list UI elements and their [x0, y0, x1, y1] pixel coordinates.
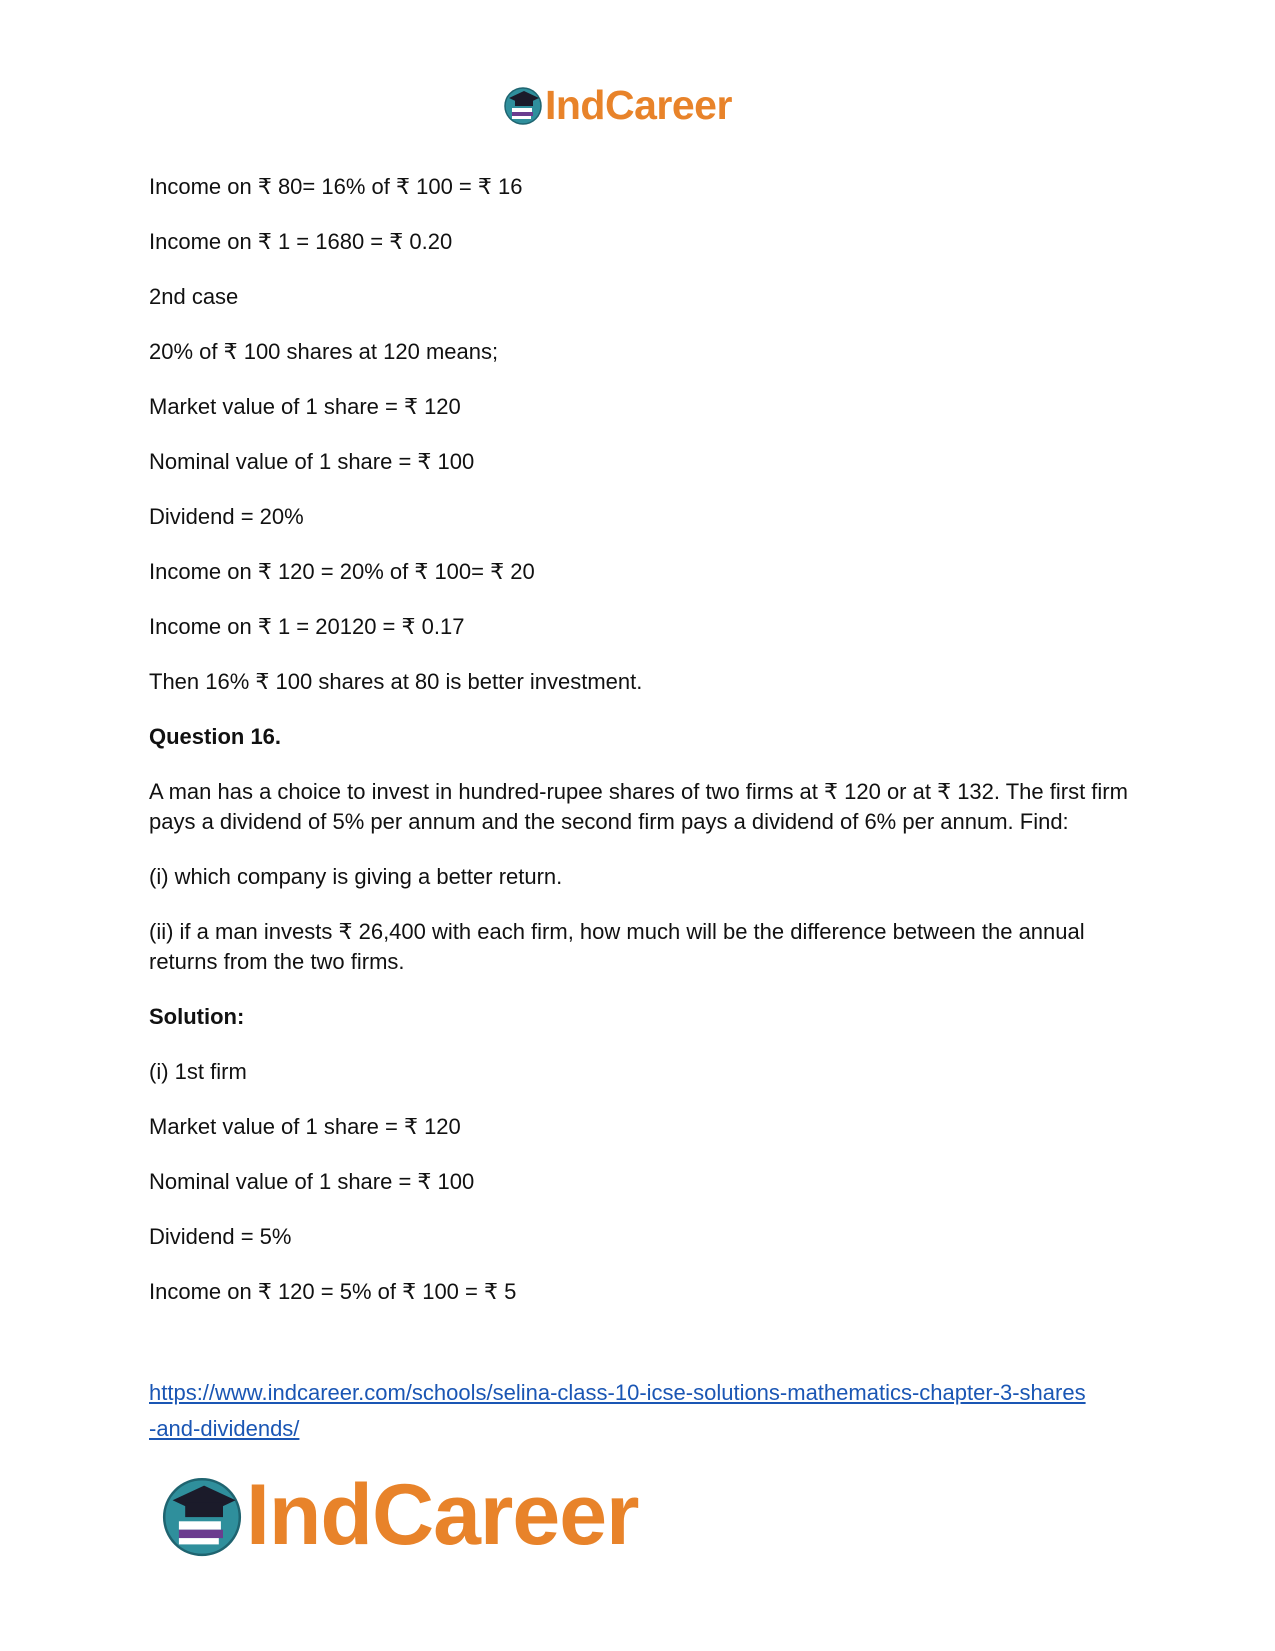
source-link-line-1[interactable]: https://www.indcareer.com/schools/selina-class-10-icse-solutions-mathematics-chapter-3-shares — [149, 1380, 1086, 1405]
text-line: Income on ₹ 1 = 20120 = ₹ 0.17 — [149, 614, 465, 639]
solution-line: (i) 1st firm — [149, 1059, 247, 1084]
text-line: 2nd case — [149, 284, 239, 309]
solution-line: Nominal value of 1 share = ₹ 100 — [149, 1169, 475, 1194]
question-part-ii: (ii) if a man invests ₹ 26,400 with each firm, how much will be the difference between the annual returns from the two firms. — [149, 919, 1085, 974]
header-logo — [503, 80, 732, 130]
question-part-i: (i) which company is giving a better return. — [149, 864, 563, 889]
source-link[interactable] — [149, 1375, 1139, 1447]
document-body — [149, 172, 1129, 1332]
text-line: Income on ₹ 80= 16% of ₹ 100 = ₹ 16 — [149, 174, 523, 199]
solution-line: Dividend = 5% — [149, 1224, 292, 1249]
graduation-cap-globe-icon — [503, 85, 543, 125]
text-line: Nominal value of 1 share = ₹ 100 — [149, 449, 475, 474]
graduation-cap-globe-icon — [160, 1473, 244, 1557]
solution-line: Market value of 1 share = ₹ 120 — [149, 1114, 461, 1139]
solution-line: Income on ₹ 120 = 5% of ₹ 100 = ₹ 5 — [149, 1279, 517, 1304]
footer-logo — [160, 1465, 639, 1565]
text-line: Then 16% ₹ 100 shares at 80 is better investment. — [149, 669, 643, 694]
solution-heading: Solution: — [149, 1004, 245, 1029]
source-link-line-2[interactable]: -and-dividends/ — [149, 1416, 300, 1441]
text-line: Dividend = 20% — [149, 504, 304, 529]
question-text: A man has a choice to invest in hundred-rupee shares of two firms at ₹ 120 or at ₹ 132. The first firm pays a dividend of 5% per annum and the second firm pays a dividend of 6% per annum. Find: — [149, 779, 1128, 834]
text-line: Market value of 1 share = ₹ 120 — [149, 394, 461, 419]
logo-wordmark: IndCareer — [246, 1467, 639, 1563]
text-line: 20% of ₹ 100 shares at 120 means; — [149, 339, 499, 364]
text-line: Income on ₹ 120 = 20% of ₹ 100= ₹ 20 — [149, 559, 535, 584]
text-line: Income on ₹ 1 = 1680 = ₹ 0.20 — [149, 229, 453, 254]
logo-wordmark: IndCareer — [545, 81, 732, 128]
question-heading: Question 16. — [149, 724, 282, 749]
